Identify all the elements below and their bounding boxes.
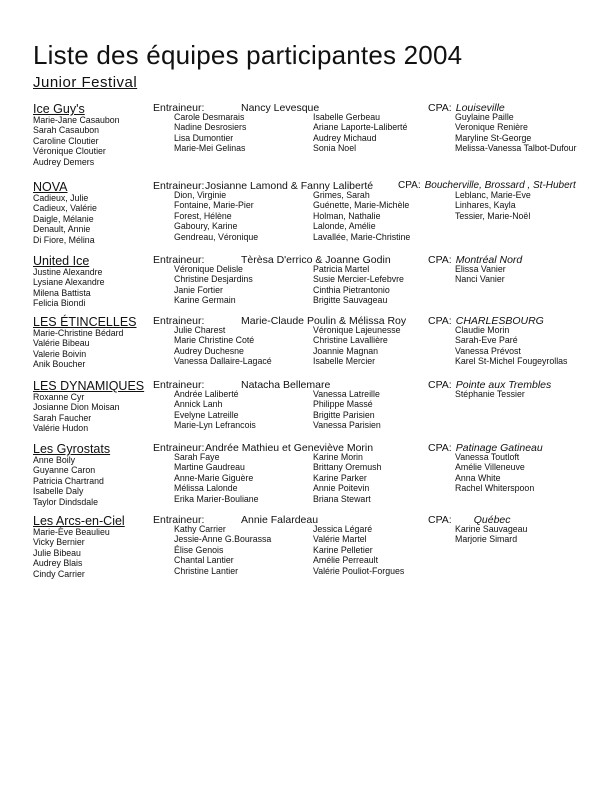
skater-name: Grimes, Sarah [313, 190, 370, 200]
skater-name: Gendreau, Véronique [174, 231, 259, 242]
skater-name: Christine Lantier [174, 565, 239, 576]
team-block [0, 180, 612, 260]
skater-column [455, 325, 567, 367]
cpa-label: CPA: [428, 514, 452, 526]
skater-name: Joannie Magnan [313, 345, 379, 356]
skater-name: Rachel Whiterspoon [455, 483, 535, 494]
skater-name: Nadine Desrosiers [174, 122, 247, 133]
skater-name: Élise Genois [174, 544, 224, 555]
skater-name: Kathy Carrier [174, 524, 226, 534]
coach-label: Entraineur: [153, 254, 205, 266]
team-block [0, 442, 612, 522]
skater-column [313, 389, 381, 431]
coach-label: Entraineur: [153, 315, 205, 327]
skater-name: Sarah-Eve Paré [455, 335, 518, 346]
coach-name: Nancy Levesque [241, 102, 320, 114]
skater-name: Marjorie Simard [455, 534, 518, 545]
skater-name: Roxanne Cyr [33, 392, 85, 402]
skater-name: Anne Boily [33, 455, 76, 465]
cpa-club-name: Québec [473, 514, 511, 526]
skater-column [174, 264, 253, 306]
skater-name: Elissa Vanier [455, 264, 506, 274]
team-block [0, 514, 612, 594]
skater-name: Gaboury, Karine [174, 221, 238, 232]
skater-column [174, 524, 271, 576]
coach-name: Tèrèsa D'errico & Joanne Godin [241, 254, 391, 266]
skater-name: Christine Lavallière [313, 335, 388, 346]
page-subtitle: Junior Festival [33, 74, 138, 91]
skater-name: Cinthia Pietrantonio [313, 284, 390, 295]
team-block [0, 102, 612, 182]
skater-name: Josianne Dion Moisan [33, 402, 120, 413]
skater-name: Taylor Dindsdale [33, 496, 99, 507]
skater-name: Leblanc, Marie-Eve [455, 190, 531, 200]
skater-name: Cadieux, Valérie [33, 203, 97, 214]
skater-name: Briana Stewart [313, 493, 371, 504]
member-list [33, 527, 110, 579]
skater-name: Sonia Noel [313, 143, 357, 154]
skater-name: Denault, Annie [33, 224, 91, 235]
skater-name: Karine Morin [313, 452, 363, 462]
skater-name: Martine Gaudreau [174, 462, 245, 473]
skater-name: Valérie Pouliot-Forgues [313, 565, 405, 576]
coach-label: Entraineur: [153, 379, 205, 391]
member-list [33, 115, 120, 167]
team-name: United Ice [33, 254, 90, 268]
skater-name: Nanci Vanier [455, 274, 505, 285]
skater-column [313, 325, 401, 367]
skater-name: Valérie Hudon [33, 423, 89, 434]
skater-name: Valérie Bibeau [33, 338, 90, 349]
member-list [33, 328, 123, 370]
skater-name: Susie Mercier-Lefebvre [313, 274, 404, 285]
skater-name: Lysiane Alexandre [33, 277, 105, 288]
coach-label: Entraineur: [153, 102, 205, 114]
skater-name: Veronique Renière [455, 122, 528, 133]
skater-name: Marie-Mei Gelinas [174, 143, 246, 154]
skater-name: Jessie-Anne G.Bourassa [174, 534, 272, 545]
skater-name: Patricia Martel [313, 264, 370, 274]
skater-name: Annie Poitevin [313, 483, 370, 494]
skater-name: Cadieux, Julie [33, 193, 89, 203]
skater-name: Karine Parker [313, 472, 367, 483]
skater-name: Justine Alexandre [33, 267, 103, 277]
skater-name: Sarah Casaubon [33, 125, 100, 136]
skater-name: Claudie Morin [455, 325, 510, 335]
skater-name: Lalonde, Amélie [313, 221, 376, 232]
skater-column [455, 524, 527, 545]
coach-name: Josianne Lamond & Fanny Laliberté [205, 180, 374, 192]
skater-name: Audrey Blais [33, 558, 83, 569]
skater-name: Brigitte Sauvageau [313, 295, 388, 306]
skater-name: Di Fiore, Mélina [33, 234, 95, 245]
skater-name: Vanessa Dallaire-Lagacé [174, 356, 272, 367]
skater-name: Maryline St-George [455, 132, 532, 143]
skater-name: Philippe Massé [313, 399, 373, 410]
skater-name: Lavallée, Marie-Christine [313, 231, 411, 242]
skater-name: Milena Battista [33, 287, 91, 298]
skater-name: Véronique Delisle [174, 264, 243, 274]
skater-column [455, 190, 531, 221]
skater-column [455, 389, 525, 399]
skater-name: Patricia Chartrand [33, 475, 104, 486]
skater-name: Karine Pelletier [313, 544, 373, 555]
skater-name: Guylaine Paille [455, 112, 514, 122]
page-title: Liste des équipes participantes 2004 [33, 40, 463, 70]
skater-name: Cindy Carrier [33, 568, 85, 579]
skater-name: Holman, Nathalie [313, 210, 381, 221]
skater-name: Dion, Virginie [174, 190, 227, 200]
skater-column [455, 264, 506, 285]
skater-column [313, 112, 407, 154]
cpa-label: CPA: [428, 102, 452, 114]
skater-name: Vicky Bernier [33, 537, 85, 548]
skater-column [313, 264, 404, 306]
coach-name: Annie Falardeau [241, 514, 319, 526]
cpa-club-name: Pointe aux Trembles [455, 379, 552, 391]
coach-label: Entraineur: [153, 180, 205, 192]
skater-column [313, 452, 381, 504]
skater-name: Evelyne Latreille [174, 409, 239, 420]
skater-column [174, 452, 259, 504]
coach-name: Andrée Mathieu et Geneviève Morin [205, 442, 374, 454]
skater-name: Julie Charest [174, 325, 226, 335]
coach-name: Marie-Claude Poulin & Mélissa Roy [241, 315, 407, 327]
member-list [33, 392, 120, 434]
skater-name: Marie Christine Coté [174, 335, 255, 346]
cpa-label: CPA: [428, 379, 452, 391]
skater-name: Andrée Laliberté [174, 389, 239, 399]
cpa-label: CPA: [428, 254, 452, 266]
skater-name: Marie-Ève Beaulieu [33, 527, 110, 537]
skater-name: Valerie Boivin [33, 348, 87, 359]
coach-name: Natacha Bellemare [241, 379, 331, 391]
skater-name: Melissa-Vanessa Talbot-Dufour [455, 143, 577, 154]
skater-name: Ariane Laporte-Laliberté [313, 122, 408, 133]
skater-name: Guénette, Marie-Michèle [313, 200, 410, 211]
skater-name: Véronique Lajeunesse [313, 325, 401, 335]
skater-column [313, 190, 410, 242]
skater-name: Sarah Faucher [33, 412, 92, 423]
skater-name: Amélie Perreault [313, 555, 379, 566]
skater-name: Anna White [455, 472, 501, 483]
cpa-club-name: Louiseville [455, 102, 505, 114]
team-name: Ice Guy's [33, 102, 85, 116]
skater-name: Forest, Hélène [174, 210, 232, 221]
skater-name: Vanessa Toutloft [455, 452, 520, 462]
team-name: Les Arcs-en-Ciel [33, 514, 125, 528]
skater-name: Valérie Martel [313, 534, 367, 545]
skater-column [455, 452, 534, 494]
skater-name: Isabelle Gerbeau [313, 112, 380, 122]
team-name: Les Gyrostats [33, 442, 111, 456]
skater-name: Chantal Lantier [174, 555, 234, 566]
skater-name: Lisa Dumontier [174, 132, 234, 143]
cpa-label: CPA: [428, 315, 452, 327]
skater-name: Marie-Christine Bédard [33, 328, 124, 338]
skater-name: Amélie Villeneuve [455, 462, 525, 473]
cpa-club-name: Boucherville, Brossard , St-Hubert [424, 180, 576, 191]
skater-name: Carole Desmarais [174, 112, 245, 122]
coach-label: Entraineur: [153, 514, 205, 526]
skater-name: Anik Boucher [33, 359, 86, 370]
skater-column [174, 112, 246, 154]
skater-column [174, 190, 258, 242]
skater-name: Audrey Duchesne [174, 345, 244, 356]
skater-name: Stéphanie Tessier [455, 389, 525, 399]
skater-name: Anne-Marie Giguère [174, 472, 254, 483]
skater-name: Felicia Biondi [33, 298, 86, 309]
skater-name: Vanessa Prévost [455, 345, 521, 356]
skater-name: Marie-Lyn Lefrancois [174, 420, 256, 431]
skater-name: Guyanne Caron [33, 465, 96, 476]
coach-label: Entraineur: [153, 442, 205, 454]
skater-column [174, 389, 256, 431]
skater-name: Audrey Michaud [313, 132, 377, 143]
skater-name: Marie-Jane Casaubon [33, 115, 120, 125]
cpa-label: CPA: [428, 442, 452, 454]
skater-column [174, 325, 272, 367]
skater-name: Tessier, Marie-Noël [455, 210, 531, 221]
skater-name: Sarah Faye [174, 452, 220, 462]
skater-name: Caroline Cloutier [33, 135, 99, 146]
skater-name: Isabelle Mercier [313, 356, 376, 367]
skater-name: Erika Marier-Bouliane [174, 493, 259, 504]
skater-column [455, 112, 576, 154]
skater-name: Mélissa Lalonde [174, 483, 238, 494]
skater-name: Brigitte Parisien [313, 409, 375, 420]
cpa-club-name: CHARLESBOURG [455, 315, 544, 327]
skater-name: Daigle, Mélanie [33, 213, 94, 224]
skater-name: Annick Lanh [174, 399, 223, 410]
member-list [33, 455, 104, 507]
skater-name: Christine Desjardins [174, 274, 253, 285]
skater-name: Karel St-Michel Fougeyrollas [455, 356, 568, 367]
skater-name: Linhares, Kayla [455, 200, 516, 211]
team-name: NOVA [33, 180, 68, 194]
member-list [33, 267, 105, 309]
skater-name: Véronique Cloutier [33, 146, 106, 157]
skater-name: Vanessa Latreille [313, 389, 380, 399]
skater-name: Jessica Légaré [313, 524, 373, 534]
skater-column [313, 524, 404, 576]
skater-name: Audrey Demers [33, 156, 95, 167]
skater-name: Vanessa Parisien [313, 420, 381, 431]
cpa-club-name: Montréal Nord [455, 254, 523, 266]
skater-name: Karine Sauvageau [455, 524, 528, 534]
skater-name: Janie Fortier [174, 284, 223, 295]
skater-name: Brittany Oremush [313, 462, 382, 473]
team-name: LES DYNAMIQUES [33, 379, 145, 393]
cpa-label: CPA: [398, 180, 421, 191]
team-name: LES ÉTINCELLES [33, 315, 137, 329]
skater-name: Karine Germain [174, 295, 236, 306]
member-list [33, 193, 97, 245]
cpa-club-name: Patinage Gatineau [455, 442, 543, 454]
skater-name: Isabelle Daly [33, 486, 84, 497]
skater-name: Fontaine, Marie-Pier [174, 200, 254, 211]
skater-name: Julie Bibeau [33, 547, 81, 558]
